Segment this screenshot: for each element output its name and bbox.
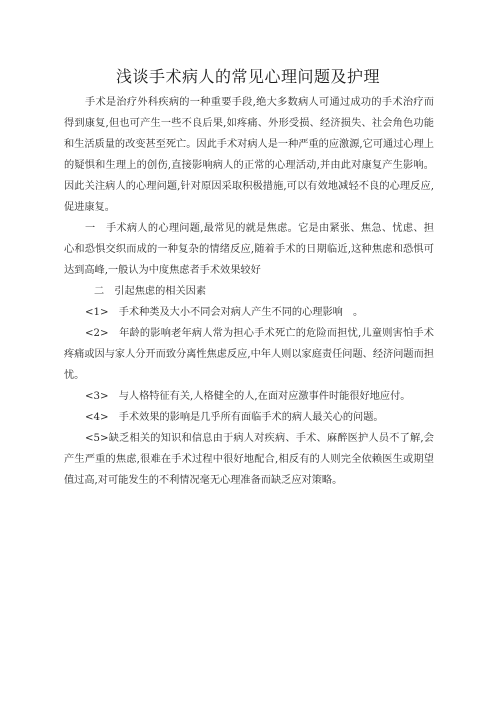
section-one-paragraph: 一 手术病人的心理问题,最常见的就是焦虑。它是由紧张、焦急、忧虑、担心和恐惧交织而成的一种复杂的情绪反应,随着手术的日期临近,这种焦虑和恐惧可达到高峰,一般认为中度焦虑者手术效果较好 [64,223,434,276]
document-body [64,92,434,491]
list-item: <4> 手术效果的影响是几乎所有面临手术的病人最关心的问题。 [85,412,384,423]
intro-paragraph: 手术是治疗外科疾病的一种重要手段,绝大多数病人可通过成功的手术治疗而得到康复,但也可产生一些不良后果,如疼痛、外形受损、经济损失、社会角色功能和生活质量的改变甚至死亡。因此手术对病人是一种严重的应激源,它可通过心理上的疑惧和生理上的创伤,直接影响病人的正常的心理活动,并由此对康复产生影响。因此关注病人的心理问题,针对原因采取积极措施,可以有效地减轻不良的心理反应,促进康复。 [64,97,434,213]
list-item: <5>缺乏相关的知识和信息由于病人对疾病、手术、麻醉医护人员不了解,会产生严重的焦虑,很难在手术过程中很好地配合,相反有的人则完全依赖医生或期望值过高,对可能发生的不利情况毫无心理准备而缺乏应对策略。 [64,433,434,486]
list-item: <1> 手术种类及大小不同会对病人产生不同的心理影响 。 [85,307,364,318]
factor-list [64,302,434,491]
page-title: 浅谈手术病人的常见心理问题及护理 [115,67,380,86]
list-item: <2> 年龄的影响老年病人常为担心手术死亡的危险而担忧,儿童则害怕手术疼痛或因与家人分开而致分离性焦虑反应,中年人则以家庭责任问题、经济问题而担忧。 [64,328,434,381]
list-item: <3> 与人格特征有关,人格健全的人,在面对应激事件时能很好地应付。 [85,391,411,402]
section-two-heading: 二 引起焦虑的相关因素 [94,286,207,297]
